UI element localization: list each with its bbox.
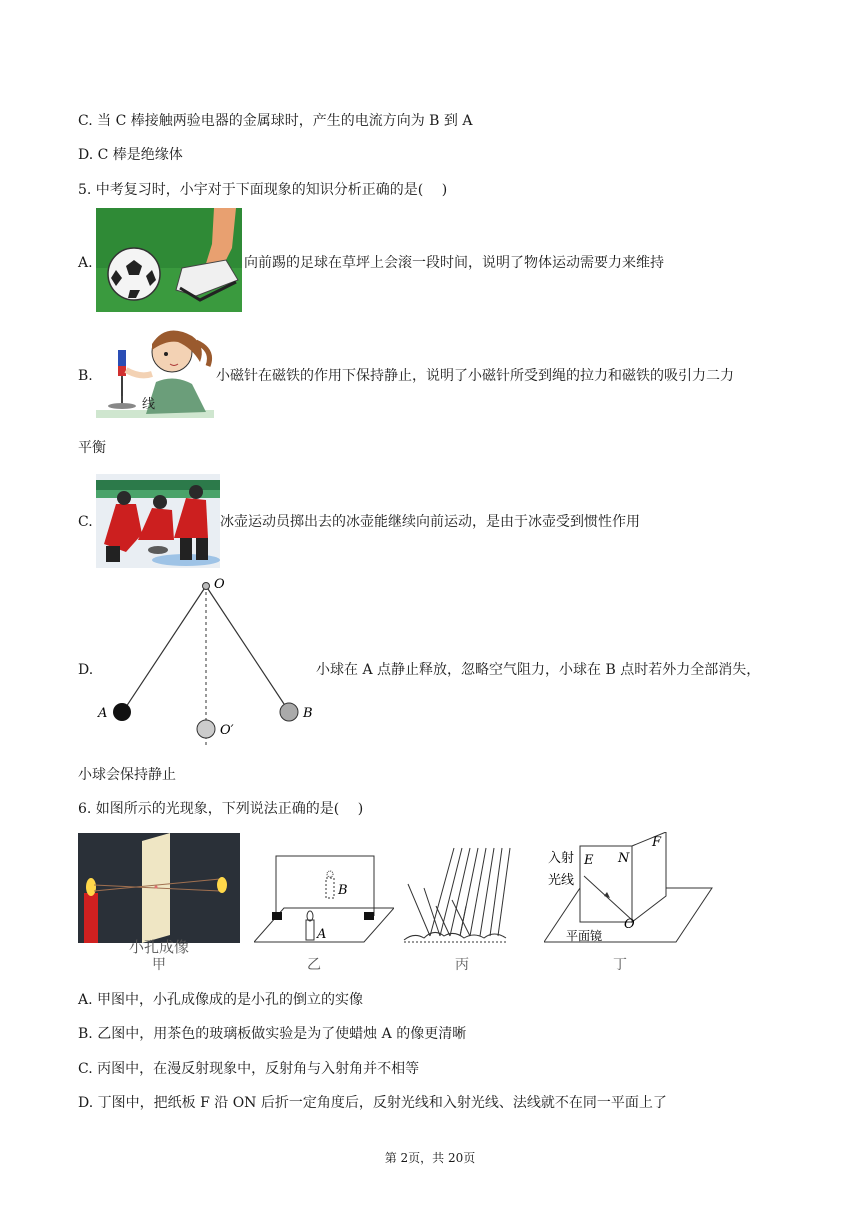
soccer-kick-image (96, 208, 242, 312)
q5-option-a-text: 向前踢的足球在草坪上会滚一段时间，说明了物体运动需要力来维持 (244, 255, 664, 271)
q5-option-c-label: C. (78, 514, 93, 530)
plane-mirror-diagram (254, 850, 394, 946)
q5-option-b-continuation: 平衡 (78, 440, 106, 456)
pinhole-title: 小孔成像 (128, 938, 189, 956)
q5-option-d-continuation: 小球会保持静止 (78, 767, 176, 783)
label-n: N (618, 851, 630, 866)
pinhole-image (78, 833, 240, 943)
curling-image (96, 474, 220, 568)
incident-label-1: 入射 (548, 851, 575, 866)
label-e: E (584, 853, 594, 868)
fig-bing-caption: 丙 (455, 957, 469, 973)
q5-option-a-label: A. (78, 255, 93, 271)
pendulum-label-o-prime: O′ (220, 723, 234, 738)
fig-yi-caption: 乙 (307, 957, 321, 973)
fig-ding-caption: 丁 (613, 957, 627, 973)
q6-option-c: C. 丙图中，在漫反射现象中，反射角与入射角并不相等 (78, 1061, 420, 1077)
pendulum-label-o: O (214, 577, 225, 592)
mirror-label-b: B (338, 883, 348, 898)
q5-option-d-text: 小球在 A 点静止释放，忽略空气阻力，小球在 B 点时若外力全部消失， (316, 662, 761, 678)
q6-option-b: B. 乙图中，用茶色的玻璃板做实验是为了使蜡烛 A 的像更清晰 (78, 1026, 467, 1042)
q4-option-d: D. C 棒是绝缘体 (78, 147, 183, 163)
reflection-law-diagram (544, 832, 714, 948)
mirror-label-a: A (317, 927, 327, 942)
pendulum-diagram (92, 576, 324, 748)
pendulum-label-a: A (98, 706, 108, 721)
pendulum-label-b: B (303, 706, 313, 721)
page-footer: 第 2页，共 20页 (384, 1151, 476, 1165)
label-f: F (652, 835, 662, 850)
fig-jia-caption: 甲 (152, 957, 166, 973)
q5-option-d-label: D. (78, 662, 94, 678)
q6-option-a: A. 甲图中，小孔成像成的是小孔的倒立的实像 (78, 992, 364, 1008)
mirror-label: 平面镜 (566, 929, 603, 943)
q4-option-c: C. 当 C 棒接触两验电器的金属球时，产生的电流方向为 B 到 A (78, 113, 473, 129)
magnet-girl-image (96, 322, 214, 424)
q5-option-b-label: B. (78, 368, 93, 384)
q6-stem: 6. 如图所示的光现象，下列说法正确的是( ) (78, 801, 364, 817)
incident-label-2: 光线 (548, 873, 575, 888)
thread-label: 线 (142, 397, 156, 412)
diffuse-reflection-diagram (402, 846, 522, 946)
q5-stem: 5. 中考复习时，小宇对于下面现象的知识分析正确的是( ) (78, 182, 448, 198)
q6-option-d: D. 丁图中，把纸板 F 沿 ON 后折一定角度后，反射光线和入射光线、法线就不在同一平面上了 (78, 1095, 667, 1111)
q5-option-c-text: 冰壶运动员掷出去的冰壶能继续向前运动，是由于冰壶受到惯性作用 (220, 514, 640, 530)
label-o: O (624, 917, 635, 932)
q5-option-b-text: 小磁针在磁铁的作用下保持静止，说明了小磁针所受到绳的拉力和磁铁的吸引力二力 (216, 368, 734, 384)
